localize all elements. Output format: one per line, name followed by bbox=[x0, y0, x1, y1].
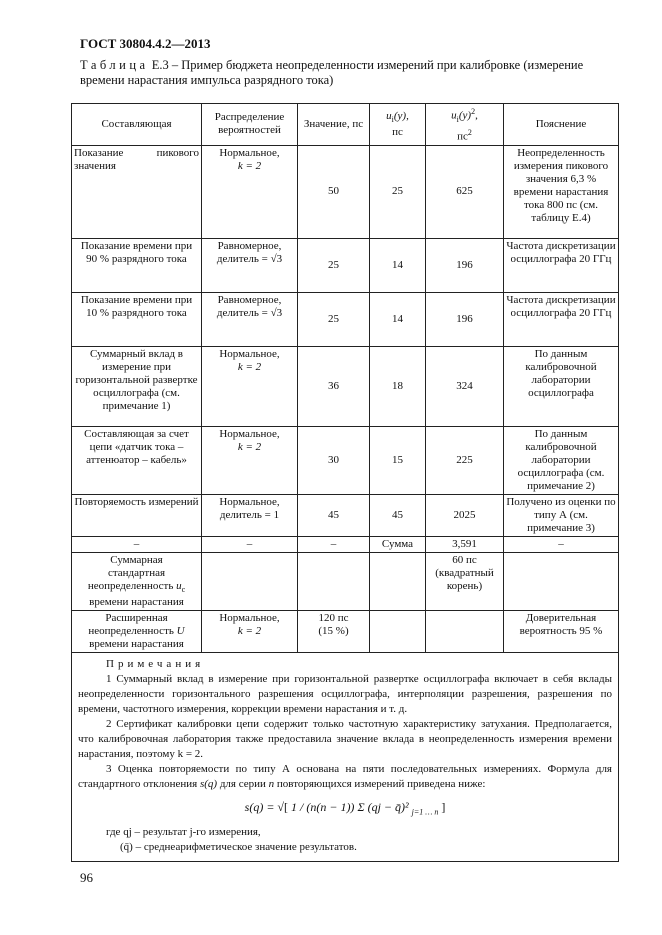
header-ui-squared: $u_i(y)^2$, $пс^2$ bbox=[426, 104, 504, 146]
row-explanation: Получено из оценки по типу А (см. примечание 3) bbox=[504, 494, 619, 536]
combined-value: 60 пс (квадратный корень) bbox=[426, 552, 504, 610]
table-row bbox=[72, 346, 619, 426]
row-distribution: Нормальное, k = 2 bbox=[202, 346, 298, 426]
row-ui-squared: 196 bbox=[426, 238, 504, 292]
notes-title: Примечания bbox=[106, 657, 205, 670]
row-distribution: Равномерное, делитель = √3 bbox=[202, 292, 298, 346]
row-value: 25 bbox=[298, 292, 370, 346]
row-component: Составляющая за счет цепи «датчик тока – аттенюатор – кабель» bbox=[72, 426, 202, 494]
row-ui-squared: 2025 bbox=[426, 494, 504, 536]
expanded-explanation: Доверительная вероятность 95 % bbox=[504, 610, 619, 652]
row-ui-squared: 324 bbox=[426, 346, 504, 426]
row-ui: 18 bbox=[370, 346, 426, 426]
row-explanation: Неопределенность измерения пикового значения 6,3 % времени нарастания тока 800 пс (см. таблицу Е.4) bbox=[504, 145, 619, 238]
where-line-2: (q̄) – среднеарифметическое значение результатов. bbox=[120, 841, 357, 854]
note-1: 1 Суммарный вклад в измерение при горизонтальной развертке осциллографа включает в себя вклады неопределенности горизонтального разрешения осциллографа, интерполяции разрешения, разрешения по времени, частотного измерения, коррекции времени нарастания и т. д. bbox=[78, 672, 612, 715]
row-distribution: Нормальное, делитель = 1 bbox=[202, 494, 298, 536]
sum-value: 3,591 bbox=[426, 536, 504, 552]
header-component: Составляющая bbox=[72, 104, 202, 146]
row-component: Показание времени при 10 % разрядного тока bbox=[72, 292, 202, 346]
table-row bbox=[72, 238, 619, 292]
row-component: Суммарный вклад в измерение при горизонтальной развертке осциллографа (см. примечание 1) bbox=[72, 346, 202, 426]
document-header: ГОСТ 30804.4.2—2013 bbox=[80, 36, 211, 51]
row-value: 45 bbox=[298, 494, 370, 536]
caption-text: Е.3 – Пример бюджета неопределенности измерений при калибровке (измерение времени нарастания импульса разрядного тока) bbox=[80, 58, 584, 87]
dash-cell: – bbox=[504, 536, 619, 552]
expanded-distribution: Нормальное, k = 2 bbox=[202, 610, 298, 652]
row-value: 50 bbox=[298, 145, 370, 238]
where-line-1: где qj – результат j-го измерения, bbox=[106, 826, 261, 839]
caption-label: Таблица bbox=[80, 58, 149, 72]
uncertainty-budget-table bbox=[71, 103, 619, 862]
row-ui: 14 bbox=[370, 238, 426, 292]
note-3: 3 Оценка повторяемости по типу А основана на пяти последовательных измерениях. Формула для стандартного отклонения s(q) для серии n повторяющихся измерений приведена ниже: bbox=[78, 762, 612, 790]
header-distribution: Распределение вероятностей bbox=[202, 104, 298, 146]
table-row bbox=[72, 426, 619, 494]
row-value: 25 bbox=[298, 238, 370, 292]
row-ui: 14 bbox=[370, 292, 426, 346]
dash-cell: – bbox=[202, 536, 298, 552]
row-ui-squared: 196 bbox=[426, 292, 504, 346]
row-explanation: По данным калибровочной лаборатории осциллографа (см. примечание 2) bbox=[504, 426, 619, 494]
row-distribution: Нормальное, k = 2 bbox=[202, 145, 298, 238]
table-header-row bbox=[72, 104, 619, 146]
row-ui-squared: 625 bbox=[426, 145, 504, 238]
dash-cell: – bbox=[72, 536, 202, 552]
notes-row bbox=[72, 652, 619, 861]
note-2: 2 Сертификат калибровки цепи содержит только частотную характеристику затухания. Предполагается, что калибровочная лаборатория также предоставила значение вклада в неопределенность измерения времени нарастания, поэтому k = 2. bbox=[78, 717, 612, 760]
table-row bbox=[72, 145, 619, 238]
row-explanation: Частота дискретизации осциллографа 20 ГГц bbox=[504, 238, 619, 292]
sum-label: Сумма bbox=[370, 536, 426, 552]
row-explanation: Частота дискретизации осциллографа 20 ГГц bbox=[504, 292, 619, 346]
row-value: 30 bbox=[298, 426, 370, 494]
table-row bbox=[72, 292, 619, 346]
row-value: 36 bbox=[298, 346, 370, 426]
row-distribution: Нормальное, k = 2 bbox=[202, 426, 298, 494]
page-number: 96 bbox=[80, 870, 93, 885]
expanded-value: 120 пс (15 %) bbox=[298, 610, 370, 652]
row-distribution: Равномерное, делитель = √3 bbox=[202, 238, 298, 292]
row-explanation: По данным калибровочной лаборатории осциллографа bbox=[504, 346, 619, 426]
std-dev-formula: s(q) = √[ 1 / (n(n − 1)) Σ (qj − q̄)² $_{j=1 \dots n}$ ] bbox=[244, 799, 446, 817]
row-ui-squared: 225 bbox=[426, 426, 504, 494]
row-ui: 15 bbox=[370, 426, 426, 494]
row-component: Повторяемость измерений bbox=[72, 494, 202, 536]
header-value: Значение, пс bbox=[298, 104, 370, 146]
row-ui: 45 bbox=[370, 494, 426, 536]
dash-cell: – bbox=[298, 536, 370, 552]
expanded-label: Расширенная неопределенность U времени нарастания bbox=[72, 610, 202, 652]
table-row-combined bbox=[72, 552, 619, 610]
header-ui: $u_i(y)$, пс bbox=[370, 104, 426, 146]
table-row bbox=[72, 494, 619, 536]
combined-label: Суммарная стандартная неопределенность $u_c$ времени нарастания bbox=[72, 552, 202, 610]
table-caption bbox=[80, 58, 616, 88]
row-component: Показание пикового значения bbox=[72, 145, 202, 238]
header-explanation: Пояснение bbox=[504, 104, 619, 146]
row-component: Показание времени при 90 % разрядного тока bbox=[72, 238, 202, 292]
notes-cell bbox=[72, 652, 619, 861]
table-row-sum bbox=[72, 536, 619, 552]
table-row-expanded bbox=[72, 610, 619, 652]
row-ui: 25 bbox=[370, 145, 426, 238]
